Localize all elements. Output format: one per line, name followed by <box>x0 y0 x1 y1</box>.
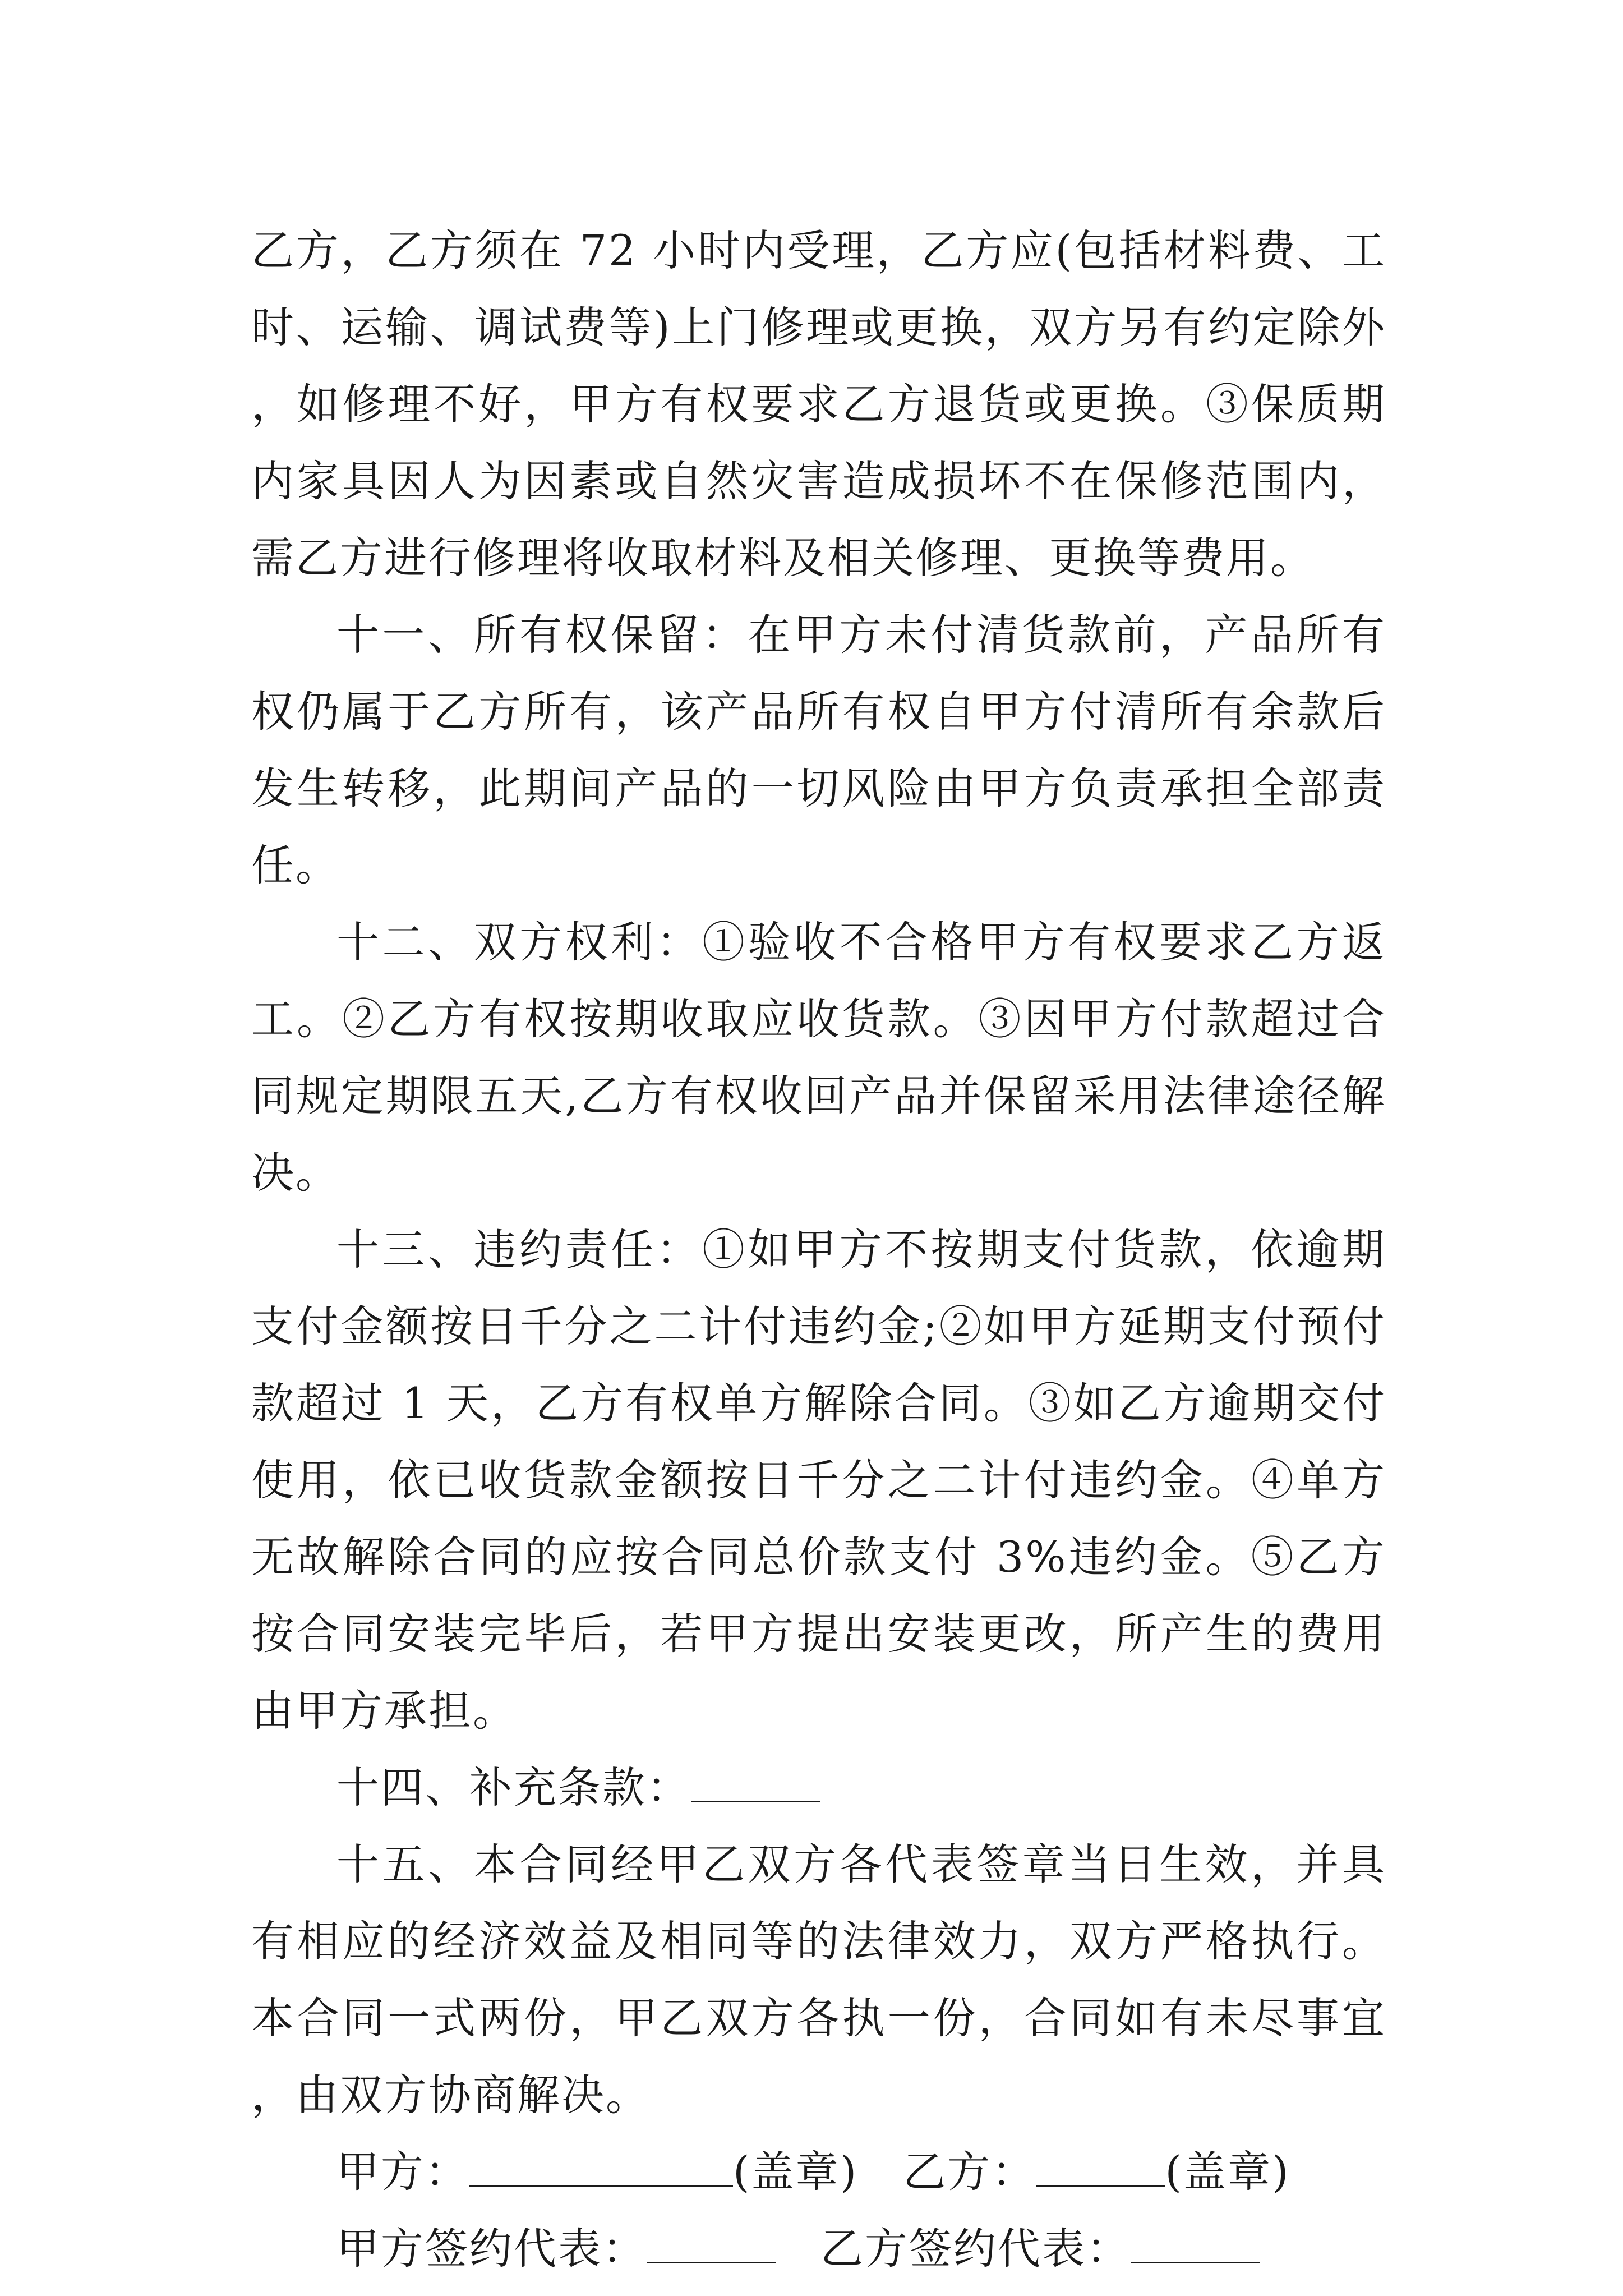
party-b-rep-label: 乙方签约代表： <box>820 2224 1131 2274</box>
party-a-label: 甲方： <box>336 2147 469 2197</box>
contract-body <box>251 212 1386 2287</box>
party-b-label: 乙方： <box>903 2147 1036 2197</box>
party-b-blank[interactable] <box>1036 2150 1165 2187</box>
clause-12-rights: 十二、双方权利：①验收不合格甲方有权要求乙方返工。②乙方有权按期收取应收货款。③因甲方付款超过合同规定期限五天,乙方有权收回产品并保留采用法律途径解决。 <box>251 917 1386 1198</box>
clause-15-effective: 十五、本合同经甲乙双方各代表签章当日生效，并具有相应的经济效益及相同等的法律效力，双方严格执行。本合同一式两份，甲乙双方各执一份，合同如有未尽事宜，由双方协商解决。 <box>251 1839 1386 2120</box>
party-signature-line <box>251 2133 1386 2210</box>
party-a-seal: (盖章) <box>733 2147 859 2197</box>
clause-14-supplement <box>251 1749 1386 1826</box>
warranty-paragraph-continued: 乙方，乙方须在 72 小时内受理，乙方应(包括材料费、工时、运输、调试费等)上门修理或更换，双方另有约定除外，如修理不好，甲方有权要求乙方退货或更换。③保质期内家具因人为因素或自然灾害造成损坏不在保修范围内，需乙方进行修理将收取材料及相关修理、更换等费用。 <box>251 226 1386 583</box>
clause-13-liability: 十三、违约责任：①如甲方不按期支付货款，依逾期支付金额按日千分之二计付违约金;②如甲方延期支付预付款超过 1 天，乙方有权单方解除合同。③如乙方逾期交付使用，依已收货款金额按日千分之二计付违约金。④单方无故解除合同的应按合同总价款支付 3%违约金。⑤乙方按合同安装完毕后，若甲方提出安装更改，所产生的费用由甲方承担。 <box>251 1225 1386 1736</box>
party-b-seal: (盖章) <box>1165 2147 1290 2197</box>
supplement-blank[interactable] <box>691 1766 820 1802</box>
clause-11-ownership: 十一、所有权保留：在甲方未付清货款前，产品所有权仍属于乙方所有，该产品所有权自甲方付清所有余款后发生转移，此期间产品的一切风险由甲方负责承担全部责任。 <box>251 610 1386 890</box>
party-a-rep-blank[interactable] <box>647 2227 776 2263</box>
party-b-rep-blank[interactable] <box>1131 2227 1260 2263</box>
representative-signature-line <box>251 2210 1386 2287</box>
party-a-blank[interactable] <box>469 2150 733 2187</box>
party-a-rep-label: 甲方签约代表： <box>336 2224 647 2274</box>
supplement-label: 十四、补充条款： <box>336 1763 691 1812</box>
